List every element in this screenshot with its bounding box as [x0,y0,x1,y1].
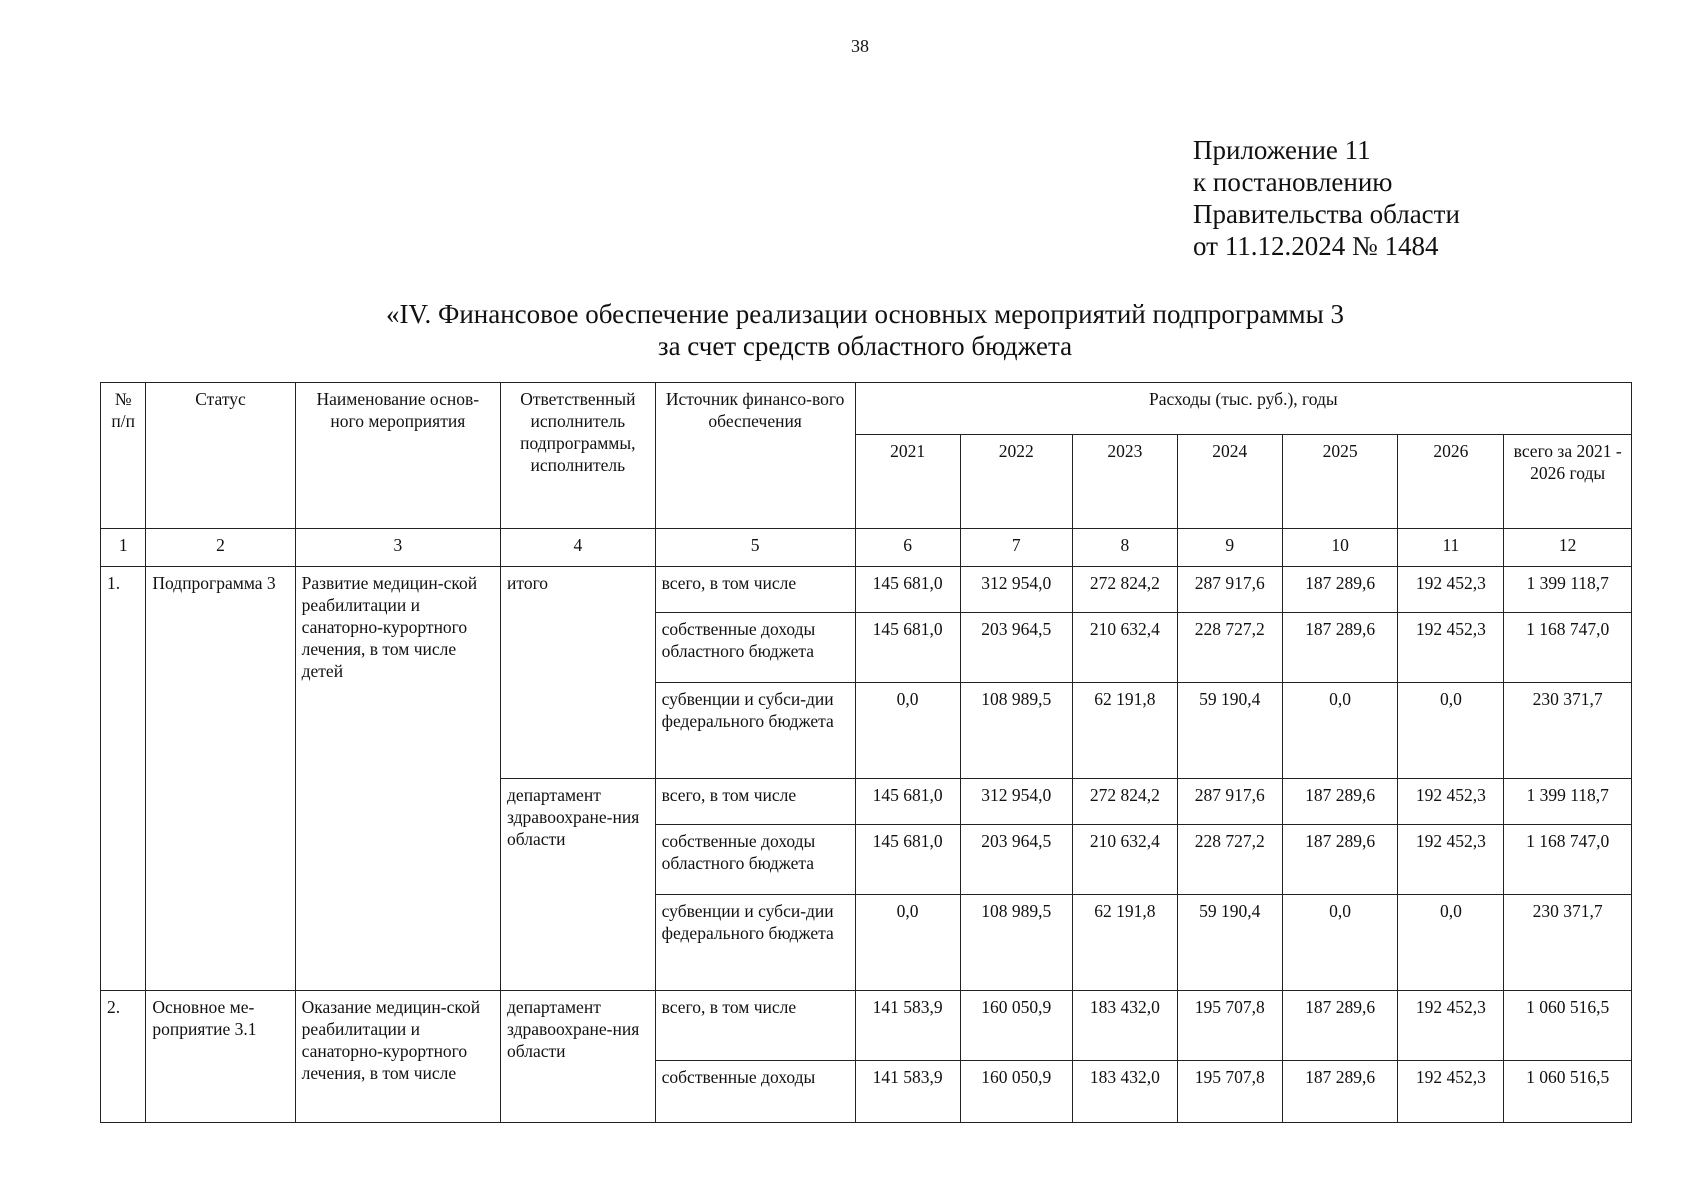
row-status: Основное ме-роприятие 3.1 [146,991,295,1123]
column-index: 10 [1282,529,1398,567]
total-cell: 1 399 118,7 [1504,779,1632,825]
value-cell: 0,0 [1282,683,1398,779]
value-cell: 192 452,3 [1398,991,1504,1061]
value-cell: 203 964,5 [960,825,1072,895]
row-source: всего, в том числе [655,779,855,825]
total-cell: 1 399 118,7 [1504,567,1632,613]
value-cell: 210 632,4 [1072,825,1177,895]
row-executor: департамент здравоохране-ния области [501,991,656,1123]
appendix-line: от 11.12.2024 № 1484 [1193,231,1439,261]
value-cell: 145 681,0 [855,779,960,825]
value-cell: 287 917,6 [1177,567,1282,613]
row-executor: департамент здравоохране-ния области [501,779,656,991]
value-cell: 195 707,8 [1177,1061,1282,1123]
value-cell: 187 289,6 [1282,825,1398,895]
row-num: 1. [101,567,146,991]
column-index: 1 [101,529,146,567]
value-cell: 108 989,5 [960,683,1072,779]
total-cell: 1 168 747,0 [1504,613,1632,683]
column-index: 7 [960,529,1072,567]
total-cell: 230 371,7 [1504,895,1632,991]
column-index: 4 [501,529,656,567]
row-source: субвенции и субси-дии федерального бюджета [655,683,855,779]
value-cell: 59 190,4 [1177,895,1282,991]
value-cell: 312 954,0 [960,779,1072,825]
value-cell: 192 452,3 [1398,1061,1504,1123]
row-source: всего, в том числе [655,991,855,1061]
value-cell: 183 432,0 [1072,991,1177,1061]
header-year: 2025 [1282,435,1398,529]
column-index: 5 [655,529,855,567]
value-cell: 0,0 [1282,895,1398,991]
header-name: Наименование основ-ного мероприятия [295,383,500,529]
column-index-row [101,529,1632,567]
total-cell: 1 168 747,0 [1504,825,1632,895]
value-cell: 228 727,2 [1177,825,1282,895]
column-index: 3 [295,529,500,567]
column-index: 9 [1177,529,1282,567]
header-year: 2022 [960,435,1072,529]
appendix-block [1193,134,1460,262]
value-cell: 192 452,3 [1398,825,1504,895]
column-index: 8 [1072,529,1177,567]
row-num: 2. [101,991,146,1123]
header-source: Источник финансо-вого обеспечения [655,383,855,529]
header-status: Статус [146,383,295,529]
appendix-line: Приложение 11 [1193,135,1371,165]
page-number: 38 [851,36,869,56]
row-status: Подпрограмма 3 [146,567,295,991]
header-total: всего за 2021 - 2026 годы [1504,435,1632,529]
value-cell: 141 583,9 [855,991,960,1061]
header-year: 2026 [1398,435,1504,529]
row-source: субвенции и субси-дии федерального бюджета [655,895,855,991]
header-executor: Ответственный исполнитель подпрограммы, исполнитель [501,383,656,529]
value-cell: 62 191,8 [1072,895,1177,991]
total-cell: 230 371,7 [1504,683,1632,779]
value-cell: 192 452,3 [1398,567,1504,613]
header-num: № п/п [101,383,146,529]
appendix-line: Правительства области [1193,199,1460,229]
value-cell: 187 289,6 [1282,991,1398,1061]
header-year: 2024 [1177,435,1282,529]
row-source: всего, в том числе [655,567,855,613]
value-cell: 195 707,8 [1177,991,1282,1061]
value-cell: 312 954,0 [960,567,1072,613]
value-cell: 0,0 [855,895,960,991]
value-cell: 62 191,8 [1072,683,1177,779]
column-index: 12 [1504,529,1632,567]
value-cell: 272 824,2 [1072,567,1177,613]
value-cell: 145 681,0 [855,825,960,895]
header-expenses: Расходы (тыс. руб.), годы [855,383,1631,435]
title-line-2: за счет средств областного бюджета [657,331,1073,361]
value-cell: 192 452,3 [1398,779,1504,825]
table-row [101,991,1632,1061]
value-cell: 145 681,0 [855,613,960,683]
total-cell: 1 060 516,5 [1504,1061,1632,1123]
value-cell: 210 632,4 [1072,613,1177,683]
value-cell: 272 824,2 [1072,779,1177,825]
table-row [101,567,1632,613]
value-cell: 203 964,5 [960,613,1072,683]
value-cell: 183 432,0 [1072,1061,1177,1123]
value-cell: 145 681,0 [855,567,960,613]
value-cell: 187 289,6 [1282,613,1398,683]
header-year: 2023 [1072,435,1177,529]
value-cell: 0,0 [1398,683,1504,779]
header-year: 2021 [855,435,960,529]
value-cell: 160 050,9 [960,1061,1072,1123]
value-cell: 59 190,4 [1177,683,1282,779]
value-cell: 160 050,9 [960,991,1072,1061]
row-source: собственные доходы областного бюджета [655,825,855,895]
value-cell: 0,0 [855,683,960,779]
document-title [200,298,1530,362]
value-cell: 192 452,3 [1398,613,1504,683]
value-cell: 187 289,6 [1282,1061,1398,1123]
value-cell: 141 583,9 [855,1061,960,1123]
appendix-line: к постановлению [1193,167,1393,197]
row-source: собственные доходы [655,1061,855,1123]
financing-table [100,382,1632,1123]
value-cell: 228 727,2 [1177,613,1282,683]
column-index: 11 [1398,529,1504,567]
total-cell: 1 060 516,5 [1504,991,1632,1061]
value-cell: 108 989,5 [960,895,1072,991]
row-name: Оказание медицин-ской реабилитации и санаторно-курортного лечения, в том числе [295,991,500,1123]
row-executor: итого [501,567,656,779]
row-name: Развитие медицин-ской реабилитации и санаторно-курортного лечения, в том числе детей [295,567,500,991]
value-cell: 287 917,6 [1177,779,1282,825]
column-index: 6 [855,529,960,567]
value-cell: 187 289,6 [1282,567,1398,613]
value-cell: 187 289,6 [1282,779,1398,825]
value-cell: 0,0 [1398,895,1504,991]
column-index: 2 [146,529,295,567]
title-line-1: «IV. Финансовое обеспечение реализации основных мероприятий подпрограммы 3 [386,299,1344,329]
row-source: собственные доходы областного бюджета [655,613,855,683]
